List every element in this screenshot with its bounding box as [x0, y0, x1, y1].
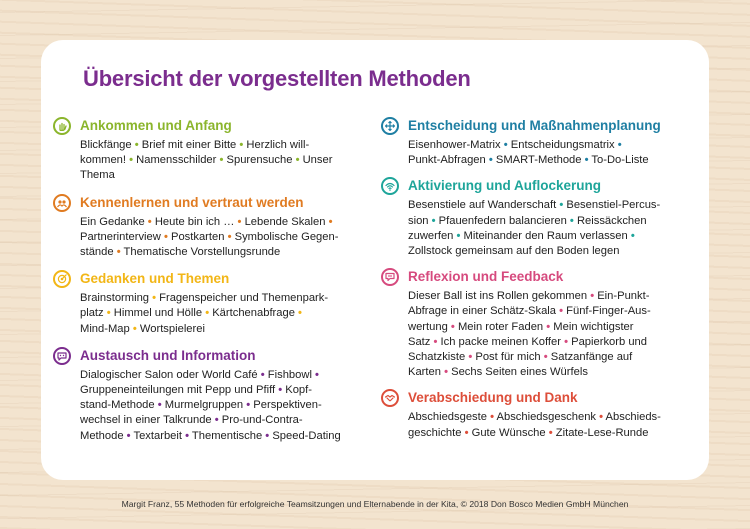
- method-line: [80, 153, 373, 168]
- section-title: Verabschiedung und Dank: [408, 390, 578, 406]
- bullet-separator: •: [129, 154, 134, 167]
- method-text: Himmel und Hölle: [110, 307, 206, 320]
- method-text: Murmelgruppen: [161, 399, 247, 412]
- hand-wave-icon: [53, 117, 71, 135]
- method-line: [80, 215, 373, 230]
- method-text: Heute bin ich …: [151, 215, 238, 228]
- method-text: wertung: [408, 320, 451, 333]
- method-line: [80, 398, 373, 413]
- bullet-separator: •: [431, 214, 436, 227]
- section-austausch-und-information: [53, 346, 373, 444]
- speech-bubble-icon: [53, 347, 71, 365]
- method-text: Entscheidungsmatrix: [507, 139, 618, 151]
- method-line: [408, 289, 699, 304]
- method-text: Gruppeneinteilungen mit Pepp und Pfiff: [80, 384, 279, 397]
- bullet-separator: •: [278, 384, 283, 397]
- method-text: Sechs Seiten eines Würfels: [448, 366, 588, 379]
- bullet-separator: •: [548, 426, 553, 439]
- bullet-separator: •: [503, 139, 508, 151]
- bullet-separator: •: [126, 429, 131, 442]
- method-text: Dieser Ball ist ins Rollen gekommen: [408, 290, 591, 303]
- bullet-separator: •: [488, 154, 493, 167]
- bullet-separator: •: [328, 215, 333, 228]
- method-text: Fishbowl: [264, 368, 316, 381]
- bullet-separator: •: [490, 411, 495, 424]
- bullet-separator: •: [116, 246, 121, 259]
- footer-credit: Margit Franz, 55 Methoden für erfolgreiche Teamsitzungen und Elternabende in der Kita, © 2018 Don Bosco Medien GmbH München: [121, 499, 629, 509]
- bullet-separator: •: [590, 290, 595, 303]
- method-text: Wortspielerei: [136, 322, 205, 335]
- bullet-separator: •: [205, 307, 210, 320]
- method-line: [80, 291, 373, 306]
- people-icon: [53, 194, 71, 212]
- method-text: Ich packe meinen Koffer: [437, 335, 565, 348]
- method-line: [408, 214, 699, 229]
- section-body: [408, 388, 699, 440]
- method-list: [408, 289, 699, 380]
- left-column: [53, 116, 373, 453]
- method-text: Zitate-Lese-Runde: [552, 426, 649, 439]
- feedback-icon: [381, 268, 399, 286]
- section-body: [408, 267, 699, 380]
- bullet-separator: •: [260, 368, 265, 381]
- section-title: Kennenlernen und vertraut werden: [80, 194, 304, 210]
- method-text: Besenstiel-Percus-: [563, 199, 661, 212]
- method-text: zuwerfen: [408, 229, 457, 242]
- method-text: Brief mit einer Bitte: [138, 139, 240, 151]
- method-line: [80, 138, 373, 153]
- methods-card: [41, 40, 709, 480]
- bullet-separator: •: [559, 305, 564, 318]
- method-text: Thementische: [189, 429, 266, 442]
- section-title: Entscheidung und Maßnahmenplanung: [408, 118, 661, 133]
- bullet-separator: •: [599, 411, 604, 424]
- section-body: [80, 116, 373, 184]
- bullet-separator: •: [185, 429, 190, 442]
- method-line: [408, 244, 699, 259]
- section-reflexion-und-feedback: [381, 267, 699, 380]
- bullet-separator: •: [134, 139, 139, 151]
- method-list: [80, 368, 373, 444]
- method-line: [408, 335, 699, 350]
- page-title: Übersicht der vorgestellten Methoden: [83, 66, 471, 91]
- method-line: [408, 153, 699, 168]
- bullet-separator: •: [543, 351, 548, 364]
- method-list: [80, 291, 373, 337]
- bullet-separator: •: [239, 139, 244, 151]
- method-line: [80, 413, 373, 428]
- method-text: Pfauenfedern balancieren: [435, 214, 570, 227]
- method-text: Postkarten: [167, 230, 228, 243]
- method-text: wechsel in einer Talkrunde: [80, 414, 215, 427]
- method-text: SMART-Methode: [492, 154, 585, 167]
- method-text: Fünf-Finger-Aus-: [563, 305, 651, 318]
- method-line: [408, 198, 699, 213]
- right-column: [381, 116, 699, 449]
- method-line: [80, 322, 373, 337]
- method-line: [80, 168, 373, 183]
- method-text: Brainstorming: [80, 292, 153, 305]
- bullet-separator: •: [433, 335, 438, 348]
- method-text: Lebende Skalen: [241, 215, 329, 228]
- method-text: To-Do-Liste: [588, 154, 649, 167]
- method-text: platz: [80, 307, 107, 320]
- method-line: [80, 306, 373, 321]
- method-text: Perspektiven-: [250, 399, 322, 412]
- bullet-separator: •: [450, 320, 455, 333]
- method-list: [80, 138, 373, 184]
- method-text: Kopf-: [282, 384, 312, 397]
- bullet-separator: •: [617, 139, 622, 151]
- section-entscheidung-und-maßnahmenplanung: [381, 116, 699, 168]
- method-text: Post für mich: [472, 351, 544, 364]
- method-text: Unser: [299, 154, 333, 167]
- bullet-separator: •: [265, 429, 270, 442]
- method-text: sion: [408, 214, 432, 227]
- method-line: [80, 245, 373, 260]
- method-line: [408, 365, 699, 380]
- section-body: [80, 193, 373, 261]
- method-line: [408, 138, 699, 153]
- method-text: Papierkorb und: [568, 335, 648, 348]
- bullet-separator: •: [132, 322, 137, 335]
- method-text: Mind-Map: [80, 322, 133, 335]
- section-body: [408, 176, 699, 259]
- method-text: Besenstiele auf Wanderschaft: [408, 199, 560, 212]
- method-text: Schatzkiste: [408, 351, 469, 364]
- method-text: stände: [80, 246, 117, 259]
- bullet-separator: •: [147, 215, 152, 228]
- method-text: Ein-Punkt-: [594, 290, 650, 303]
- bullet-separator: •: [163, 230, 168, 243]
- method-list: [408, 410, 699, 440]
- bullet-separator: •: [219, 154, 224, 167]
- method-line: [408, 426, 699, 441]
- method-line: [408, 350, 699, 365]
- method-text: Mein wichtigster: [550, 320, 634, 333]
- section-kennenlernen-und-vertraut-werden: [53, 193, 373, 261]
- wifi-waves-icon: [381, 177, 399, 195]
- method-text: Abschiedsgeste: [408, 411, 491, 424]
- section-gedanken-und-themen: [53, 269, 373, 337]
- method-text: kommen!: [80, 154, 130, 167]
- method-text: Textarbeit: [130, 429, 186, 442]
- bullet-separator: •: [569, 214, 574, 227]
- bullet-separator: •: [246, 399, 251, 412]
- method-text: Methode: [80, 429, 127, 442]
- bullet-separator: •: [157, 399, 162, 412]
- method-line: [80, 230, 373, 245]
- method-text: Kärtchenabfrage: [209, 307, 299, 320]
- section-verabschiedung-und-dank: [381, 388, 699, 440]
- bullet-separator: •: [564, 335, 569, 348]
- method-text: Punkt-Abfragen: [408, 154, 489, 167]
- bullet-separator: •: [152, 292, 157, 305]
- bullet-separator: •: [298, 307, 302, 320]
- method-text: Gute Wünsche: [468, 426, 549, 439]
- arrows-icon: [381, 117, 399, 135]
- method-list: [408, 138, 699, 168]
- method-text: Thematische Vorstellungsrunde: [120, 246, 281, 259]
- method-text: Fragenspeicher und Themenpark-: [156, 292, 329, 305]
- section-body: [80, 346, 373, 444]
- method-line: [80, 368, 373, 383]
- method-text: Blickfänge: [80, 139, 135, 151]
- method-line: [408, 320, 699, 335]
- method-text: Pro-und-Contra-: [218, 414, 303, 427]
- bullet-separator: •: [214, 414, 219, 427]
- section-title: Aktivierung und Auflockerung: [408, 178, 602, 194]
- method-text: Thema: [80, 169, 115, 182]
- method-text: Zollstock gemeinsam auf den Boden legen: [408, 245, 620, 258]
- method-text: Speed-Dating: [269, 429, 341, 442]
- bullet-separator: •: [584, 154, 589, 167]
- method-text: Symbolische Gegen-: [231, 230, 339, 243]
- section-title: Gedanken und Themen: [80, 271, 230, 287]
- bullet-separator: •: [295, 154, 300, 167]
- bullet-separator: •: [464, 426, 469, 439]
- method-text: Ein Gedanke: [80, 215, 148, 228]
- method-text: Abfrage in einer Schätz-Skala: [408, 305, 560, 318]
- method-text: Satzanfänge auf: [547, 351, 633, 364]
- bullet-separator: •: [468, 351, 473, 364]
- method-text: Karten: [408, 366, 445, 379]
- target-icon: [53, 270, 71, 288]
- method-text: stand-Methode: [80, 399, 158, 412]
- section-body: [80, 269, 373, 337]
- method-line: [80, 429, 373, 444]
- method-line: [408, 229, 699, 244]
- bullet-separator: •: [559, 199, 564, 212]
- method-text: Namensschilder: [133, 154, 220, 167]
- section-body: [408, 116, 699, 168]
- method-text: Herzlich will-: [243, 139, 310, 151]
- method-text: Abschiedsgeschenk: [494, 411, 600, 424]
- section-aktivierung-und-auflockerung: [381, 176, 699, 259]
- bullet-separator: •: [444, 366, 448, 379]
- section-title: Reflexion und Feedback: [408, 269, 564, 285]
- bullet-separator: •: [237, 215, 242, 228]
- handshake-icon: [381, 389, 399, 407]
- method-text: geschichte: [408, 426, 465, 439]
- method-text: Satz: [408, 335, 434, 348]
- bullet-separator: •: [546, 320, 551, 333]
- method-line: [80, 383, 373, 398]
- method-text: Partnerinterview: [80, 230, 164, 243]
- bullet-separator: •: [106, 307, 111, 320]
- method-list: [80, 215, 373, 261]
- section-ankommen-und-anfang: [53, 116, 373, 184]
- method-line: [408, 304, 699, 319]
- bullet-separator: •: [630, 229, 635, 242]
- method-line: [408, 410, 699, 425]
- bullet-separator: •: [227, 230, 232, 243]
- method-text: Eisenhower-Matrix: [408, 139, 504, 151]
- method-text: Reissäckchen: [573, 214, 647, 227]
- section-title: Ankommen und Anfang: [80, 118, 232, 133]
- bullet-separator: •: [315, 368, 319, 381]
- method-text: Mein roter Faden: [454, 320, 547, 333]
- method-text: Abschieds-: [603, 411, 661, 424]
- bullet-separator: •: [456, 229, 461, 242]
- section-title: Austausch und Information: [80, 347, 256, 363]
- method-list: [408, 198, 699, 259]
- method-text: Dialogischer Salon oder World Café: [80, 368, 261, 381]
- method-text: Spurensuche: [223, 154, 296, 167]
- method-text: Miteinander den Raum verlassen: [460, 229, 631, 242]
